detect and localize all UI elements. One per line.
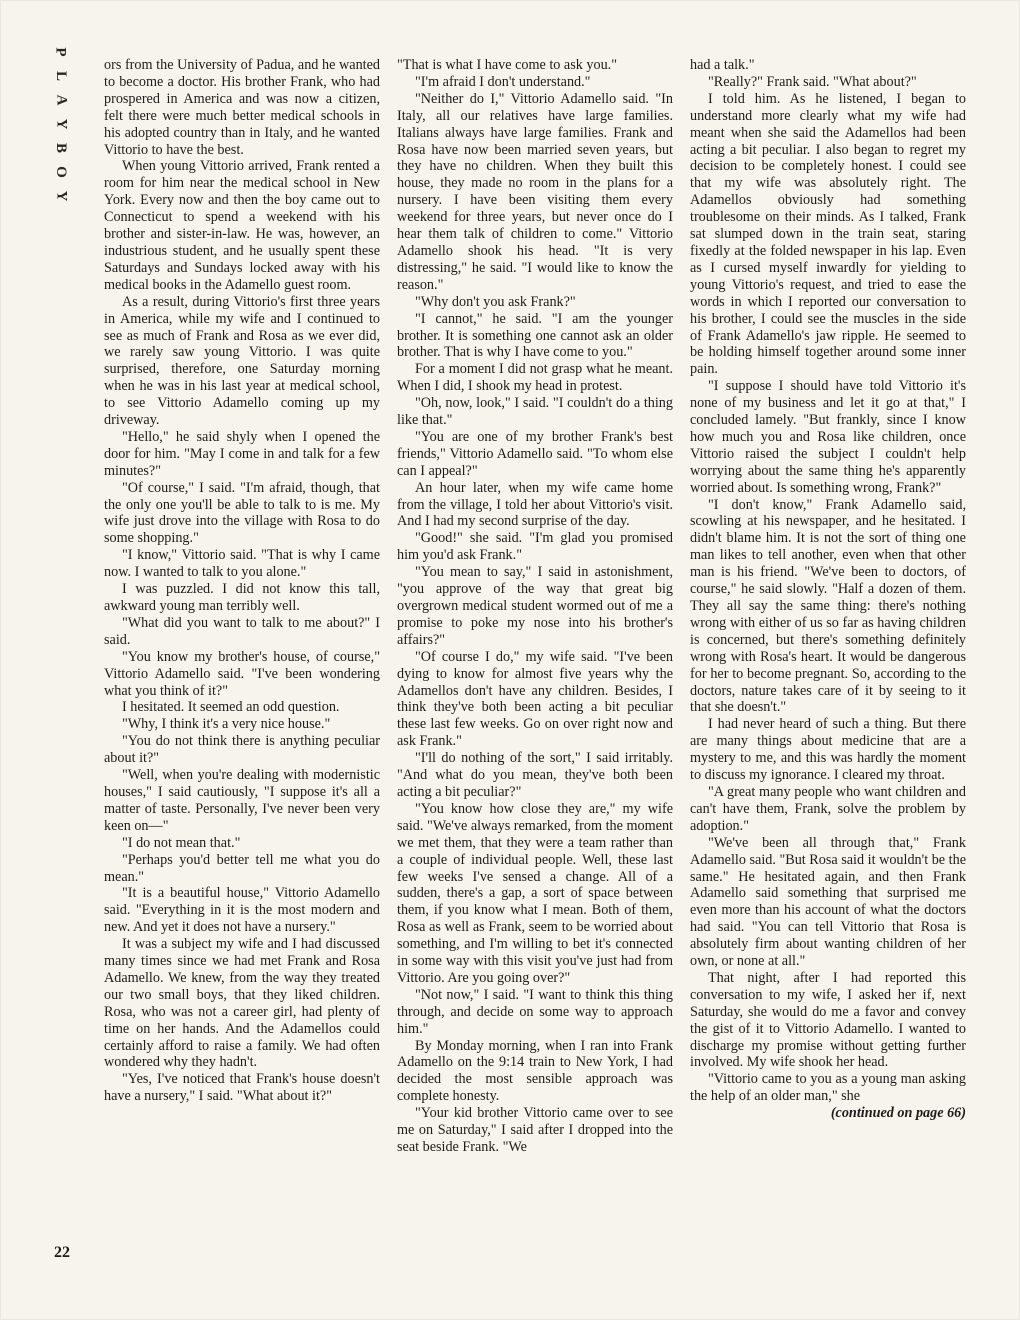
paragraph: "Oh, now, look," I said. "I couldn't do a thing like that." xyxy=(397,395,673,429)
paragraph: "Good!" she said. "I'm glad you promised him you'd ask Frank." xyxy=(397,530,673,564)
paragraph: I had never heard of such a thing. But there are many things about medicine that are a mystery to me, and this was hardly the moment to discuss my ignorance. I cleared my throat. xyxy=(690,716,966,784)
paragraph: "Why, I think it's a very nice house." xyxy=(122,716,331,733)
title-letter: Y xyxy=(53,190,69,202)
paragraph: When young Vittorio arrived, Frank rented a room for him near the medical school in New York. Every now and then the boy came out to Connecticut to spend a weekend with his brother and sister-in-law. He was, however, an industrious student, and he usually spent these Saturdays and Sundays locked away with his medical books in the Adamello guest room. xyxy=(104,158,380,293)
paragraph: "You are one of my brother Frank's best friends," Vittorio Adamello said. "To whom else can I appeal?" xyxy=(397,428,673,479)
paragraph: ors from the University of Padua, and he wanted to become a doctor. His brother Frank, who had prospered in America and was now a citizen, felt there were much better medical schools in his adopted country than in Italy, and he wanted Vittorio to have the best. xyxy=(104,57,380,158)
paragraph: "What did you want to talk to me about?" I said. xyxy=(104,614,380,648)
paragraph: "You mean to say," I said in astonishment, "you approve of the way that great big overgrown medical student wormed out of me a promise to poke my nose into his brother's affairs?" xyxy=(397,564,673,648)
paragraph: "You do not think there is anything peculiar about it?" xyxy=(104,733,380,767)
continued-note: (continued on page 66) xyxy=(830,1105,966,1122)
paragraph: "A great many people who want children and can't have them, Frank, solve the problem by adoption." xyxy=(690,783,966,834)
paragraph: "I'm afraid I don't understand." xyxy=(415,73,591,90)
paragraph: "Of course," I said. "I'm afraid, though, that the only one you'll be able to talk to is me. My wife just drove into the village with Rosa to do some shopping." xyxy=(104,479,380,547)
paragraph: "I suppose I should have told Vittorio it's none of my business and let it go at that," I concluded lamely. "But frankly, since I know how much you and Rosa like children, once Vittorio raised the subject I couldn't help worrying about the same thing he's apparently worried about. Is something wrong, Frank?" xyxy=(690,378,966,496)
paragraph: "Why don't you ask Frank?" xyxy=(415,293,576,310)
paragraph: "Your kid brother Vittorio came over to see me on Saturday," I said after I dropped into the seat beside Frank. "We xyxy=(397,1105,673,1155)
paragraph: It was a subject my wife and I had discussed many times since we had met Frank and Rosa Adamello. We knew, from the way they treated our two small boys, that they liked children. Rosa, who was not a career girl, had plenty of time on her hands. And the Adamellos could certainly afford to raise a family. We had often wondered why they hadn't. xyxy=(104,936,380,1071)
title-letter: Y xyxy=(53,118,69,130)
paragraph: I was puzzled. I did not know this tall, awkward young man terribly well. xyxy=(104,581,380,614)
paragraph: had a talk." xyxy=(690,57,755,73)
paragraph: "You know how close they are," my wife said. "We've always remarked, from the moment we met them, that they were a team rather than a couple of individual people. Well, these last few weeks I've sensed a change. All of a sudden, there's a gap, a sort of space between them, if you know what I mean. Both of them, Rosa as well as Frank, seem to be worried about something, and I'm willing to bet it's connected in some way with this visit you've just had from Vittorio. Are you going over?" xyxy=(397,800,673,986)
paragraph: "Of course I do," my wife said. "I've been dying to know for almost five years why the Adamellos don't have any children. Besides, I think they've both been acting a bit peculiar these last few weeks. Go on over right now and ask Frank." xyxy=(397,648,673,750)
paragraph: "Yes, I've noticed that Frank's house doesn't have a nursery," I said. "What about it?" xyxy=(104,1071,380,1105)
paragraph: "I know," Vittorio said. "That is why I came now. I wanted to talk to you alone." xyxy=(104,547,380,581)
paragraph: As a result, during Vittorio's first three years in America, while my wife and I continued to see as much of Frank and Rosa as we ever did, we rarely saw young Vittorio. I was quite surprised, therefore, one Saturday morning when he was in his last year at medical school, to see Vittorio Adamello coming up my driveway. xyxy=(104,293,380,429)
paragraph: I hesitated. It seemed an odd question. xyxy=(122,699,340,716)
article-body xyxy=(0,57,1020,1277)
paragraph: "You know my brother's house, of course," Vittorio Adamello said. "I've been wondering what you think of it?" xyxy=(104,648,380,699)
paragraph: "Hello," he said shyly when I opened the door for him. "May I come in and talk for a few minutes?" xyxy=(104,428,380,479)
paragraph: "Not now," I said. "I want to think this thing through, and decide on some way to approach him." xyxy=(397,986,673,1037)
title-letter: B xyxy=(52,142,69,154)
paragraph: An hour later, when my wife came home from the village, I told her about Vittorio's visit. And I had my second surprise of the day. xyxy=(397,479,673,530)
paragraph: "Vittorio came to you as a young man asking the help of an older man," she xyxy=(690,1071,966,1105)
paragraph: "Perhaps you'd better tell me what you do mean." xyxy=(104,851,380,885)
title-letter: L xyxy=(52,70,69,82)
paragraph: I told him. As he listened, I began to understand more clearly what my wife had meant when she said the Adamellos had been acting a bit peculiar. I also began to regret my decision to be completely honest. I could see that my wife was absolutely right. The Adamellos obviously had something troublesome on their minds. As I talked, Frank sat slumped down in the train seat, staring fixedly at the folded newspaper in his lap. Even as I cursed myself inwardly for yielding to young Vittorio's request, and tried to ease the words in which I reported our conversation to his brother, I could see the muscles in the side of Frank Adamello's jaw ripple. He seemed to be holding himself together around some inner pain. xyxy=(690,90,966,378)
paragraph: "I do not mean that." xyxy=(122,834,241,851)
paragraph: "Neither do I," Vittorio Adamello said. "In Italy, all our relatives have large families. Italians always have large families. Frank and Rosa have now been married seven years, but they have no children. When they built this house, they made no room in the plans for a nursery. I have been visiting them every weekend for three years, but never once do I hear them talk of children to come." Vittorio Adamello shook his head. "It is very distressing," he said. "I would like to know the reason." xyxy=(397,90,673,293)
paragraph: "I'll do nothing of the sort," I said irritably. "And what do you mean, they've both been acting a bit peculiar?" xyxy=(397,750,673,800)
paragraph: "Well, when you're dealing with modernistic houses," I said cautiously, "I suppose it's all a matter of taste. Personally, I've never been very keen on—" xyxy=(104,767,380,834)
paragraph: "That is what I have come to ask you." xyxy=(397,57,618,73)
text-column-2 xyxy=(397,57,673,1156)
paragraph: "I don't know," Frank Adamello said, scowling at his newspaper, and he hesitated. I didn't blame him. It is not the sort of thing one man likes to tell another, even when that other man is his friend. "We've been to doctors, of course," he said slowly. "Half a dozen of them. They all say the same thing: there's nothing wrong with either of us so far as having children is concerned, but there's something definitely wrong with Rosa's heart. It would be dangerous for her to become pregnant. So, according to the doctors, nature takes care of it by seeing to it that she doesn't." xyxy=(690,496,966,716)
paragraph: By Monday morning, when I ran into Frank Adamello on the 9:14 train to New York, I had decided the most sensible approach was complete honesty. xyxy=(397,1037,673,1105)
title-letter: A xyxy=(53,94,69,106)
paragraph: "We've been all through that," Frank Adamello said. "But Rosa said it wouldn't be the same." He hesitated again, and then Frank Adamello said something that surprised me even more than his account of what the doctors had said. "You can tell Vittorio that Rosa is absolutely firm about wanting children of her own, or none at all." xyxy=(690,834,966,970)
paragraph: That night, after I had reported this conversation to my wife, I asked her if, next Saturday, she would do me a favor and convey the gist of it to Vittorio Adamello. I wanted to discharge my promise without getting further involved. My wife shook her head. xyxy=(690,969,966,1071)
page-number: 22 xyxy=(54,1244,70,1261)
paragraph: "Really?" Frank said. "What about?" xyxy=(708,73,917,90)
paragraph: "I cannot," he said. "I am the younger brother. It is something one cannot ask an older brother. That is why I have come to you." xyxy=(397,310,673,361)
paragraph: "It is a beautiful house," Vittorio Adamello said. "Everything in it is the most modern and new. And yet it does not have a nursery." xyxy=(104,885,380,936)
text-column-3 xyxy=(690,57,966,1122)
paragraph: For a moment I did not grasp what he meant. When I did, I shook my head in protest. xyxy=(397,361,673,395)
title-letter: P xyxy=(52,47,69,57)
text-column-1 xyxy=(104,57,380,1105)
title-letter: O xyxy=(52,166,69,178)
